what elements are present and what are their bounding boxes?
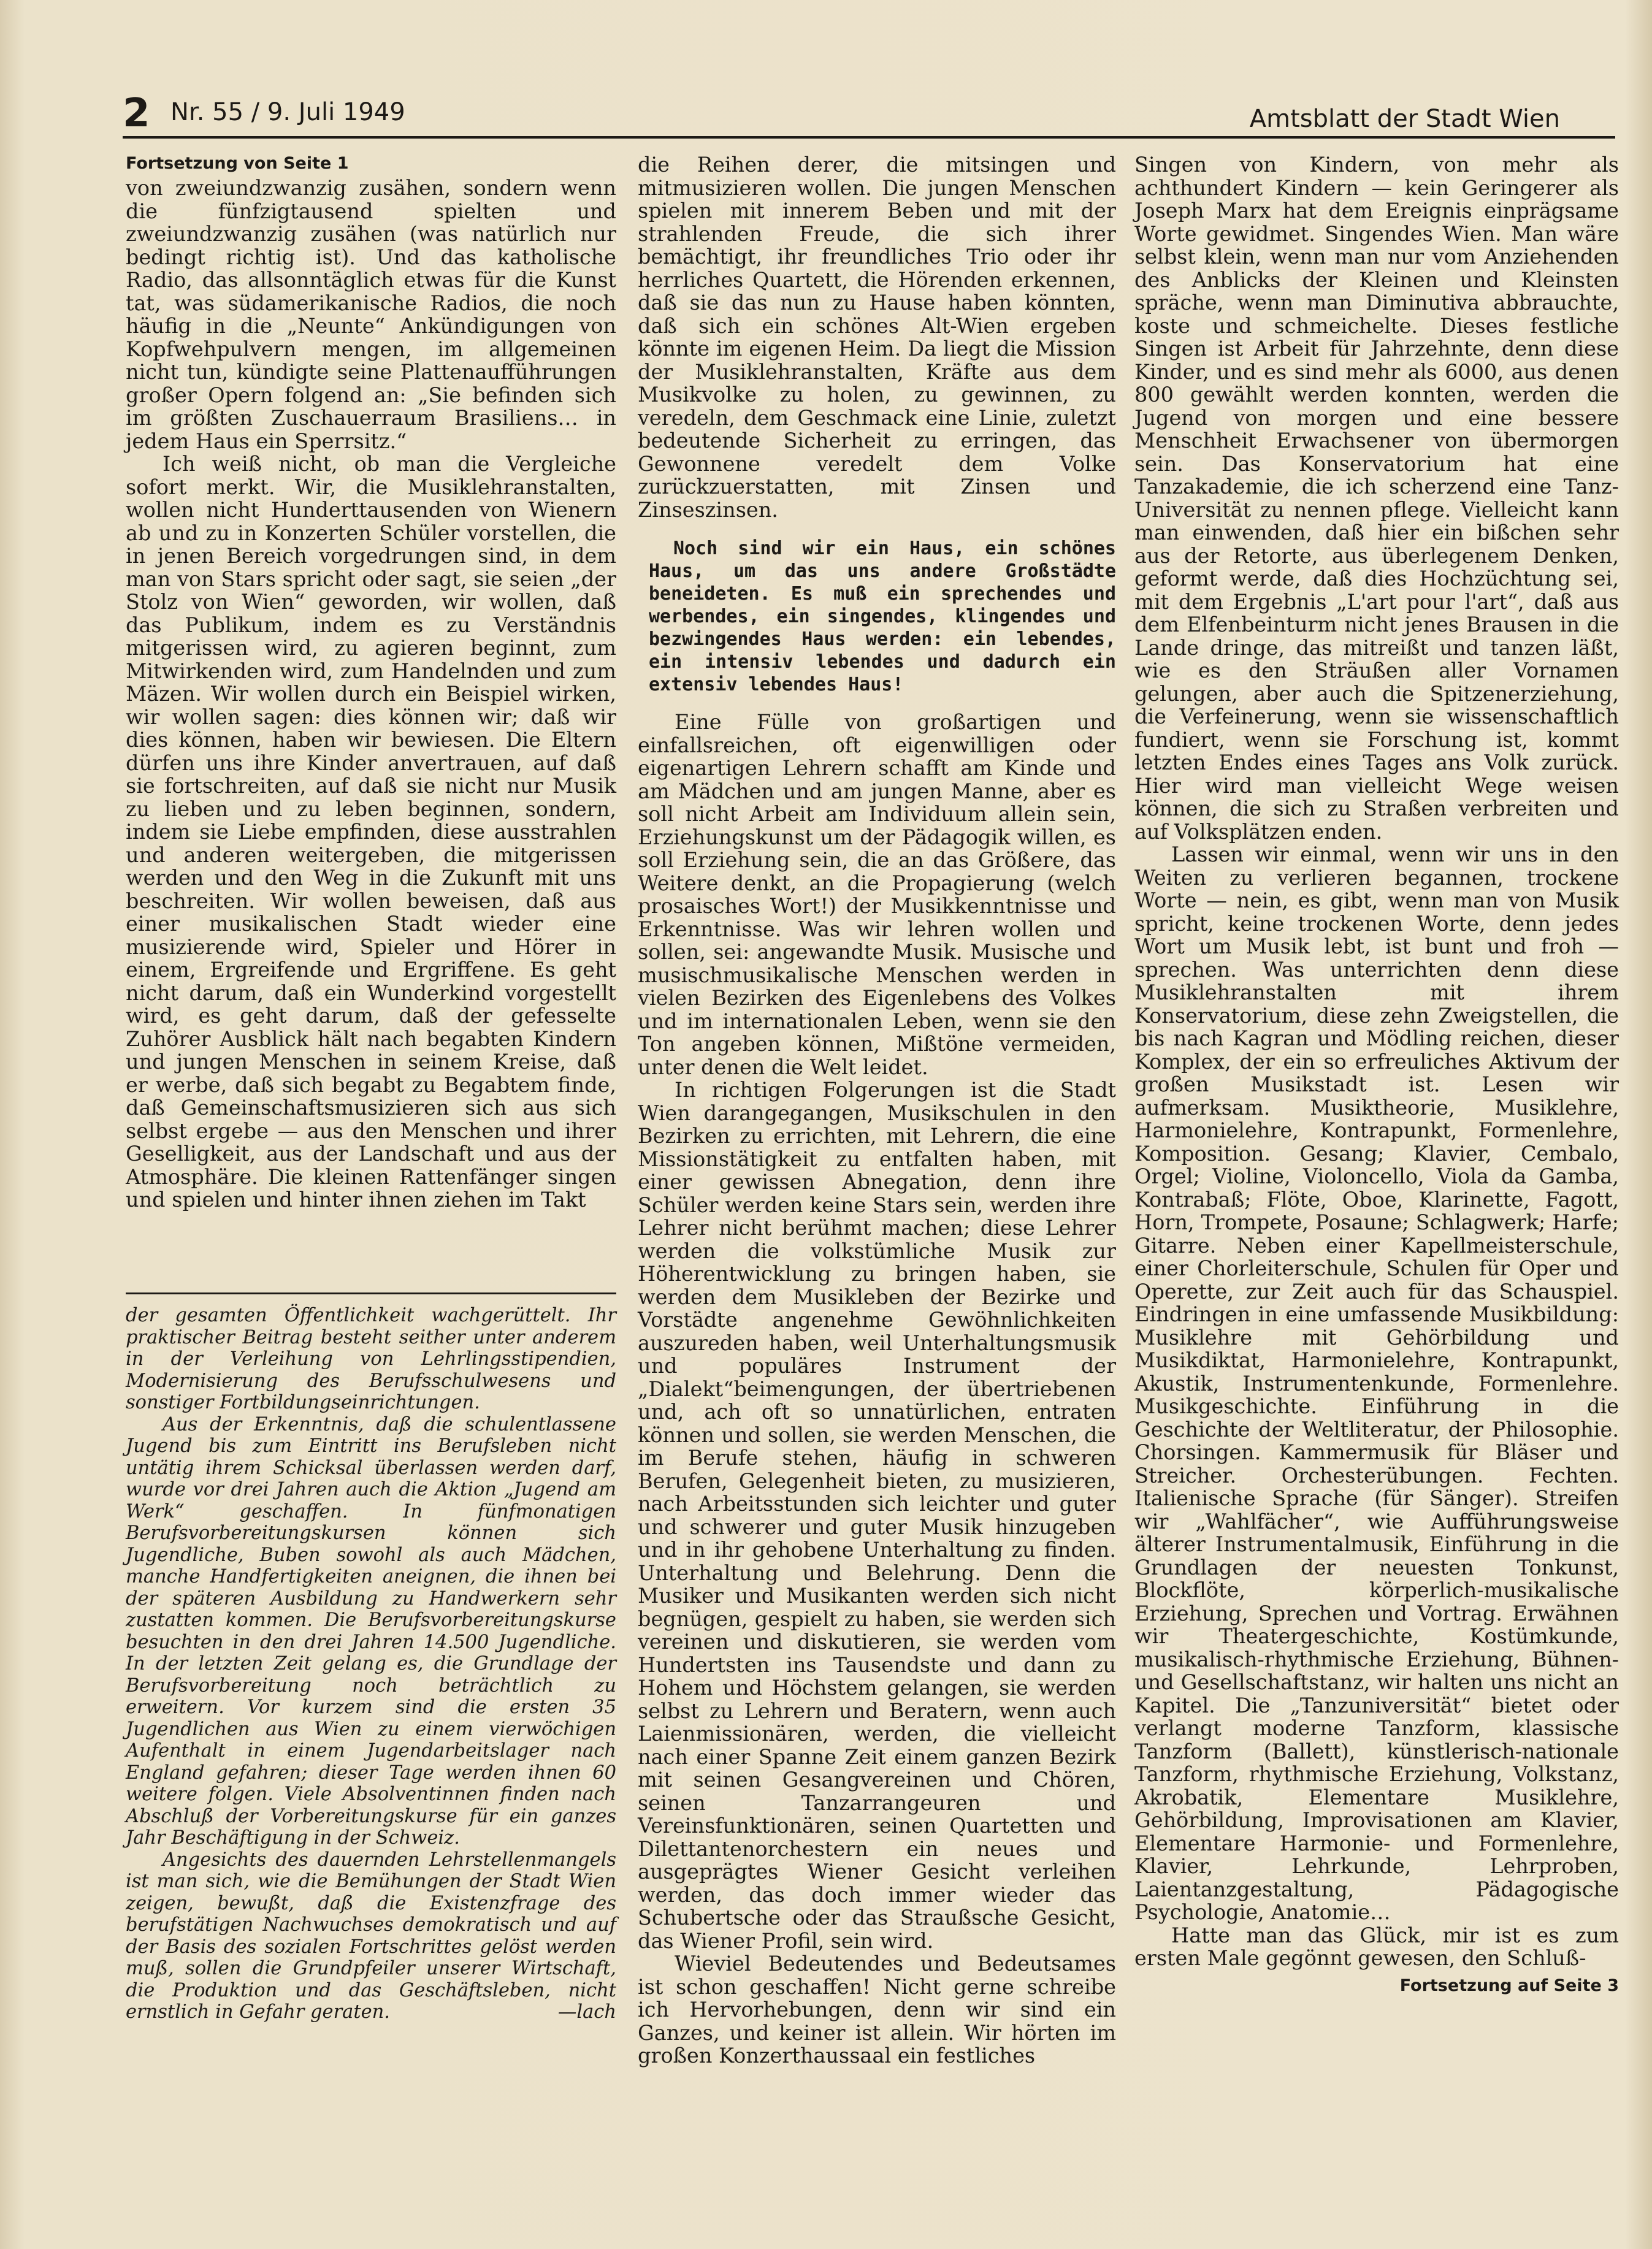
paragraph: Singen von Kindern, von mehr als achthundert Kindern — kein Geringerer als Joseph Marx hat dem Ereignis einprägsame Worte gewidmet. Singendes Wien. Man wäre selbst klein, wenn man nur vom Anziehenden des Anblicks der Kleinen und Kleinsten spräche, wenn man Diminutiva abbrauchte, koste und schmeichelte. Dieses festliche Singen ist Arbeit für Jahrzehnte, denn diese Kinder, und es sind mehr als 6000, aus denen 800 gewählt werden konnten, werden die Jugend von morgen und eine bessere Menschheit Erwachsener von übermorgen sein. Das Konservatorium hat eine Tanzakademie, die ich scherzend eine Tanz-Universität zu nennen pflege. Vielleicht kann man einwenden, daß hier ein bißchen sehr aus der Retorte, aus überlegenem Denken, geformt werde, daß dies Hochzüchtung sei, mit dem Ergebnis „L'art pour l'art“, daß aus dem Elfenbeinturm nicht jenes Brausen in die Lande dringe, das mitreißt und tanzen läßt, wie es den Sträußen aller Vornamen gelungen, aber auch die Spitzenerziehung, die Verfeinerung, wenn sie wissenschaftlich fundiert, wenn sie Forschung ist, kommt letzten Endes eines Tages ans Volk zurück. Hier wird man vielleicht Wege weisen können, die sich zu Straßen verbreiten und auf Volksplätzen enden. (1134, 153, 1619, 844)
continued-from: Fortsetzung von Seite 1 (126, 154, 349, 173)
header-rule (123, 136, 1615, 139)
author-signature: —lach (557, 2001, 616, 2023)
italic-article (126, 1305, 616, 2023)
column-3 (1134, 153, 1619, 1998)
highlight-text: Noch sind wir ein Haus, ein schönes Haus, um das uns andere Großstädte beneideten. Es muß ein sprechendes und werbendes, ein singendes, klingendes und bezwingendes Haus werden: ein lebendes, ein intensiv lebendes und dadurch ein extensiv lebendes Haus! (649, 538, 1116, 695)
paragraph: die Reihen derer, die mitsingen und mitmusizieren wollen. Die jungen Menschen spielen mit innerem Beben und mit der strahlenden Freude, die sich ihrer bemächtigt, ihr freundliches Trio oder ihr herrliches Quartett, die Hörenden erkennen, daß sie das nun zu Hause haben könnten, daß sich ein schönes Alt-Wien ergeben könnte im eigenen Heim. Da liegt die Mission der Musiklehranstalten, Kräfte aus dem Musikvolke zu holen, zu gewinnen, zu veredeln, dem Geschmack eine Linie, zuletzt bedeutende Sicherheit zu erringen, das Gewonnene veredelt dem Volke zurückzuerstatten, mit Zinsen und Zinseszinsen. (638, 153, 1116, 522)
page-header (123, 86, 1615, 141)
column-1 (126, 153, 616, 1212)
continued-on: Fortsetzung auf Seite 3 (1399, 1976, 1619, 1995)
paragraph: Wieviel Bedeutendes und Bedeutsames ist schon geschaffen! Nicht gerne schreibe ich Hervorhebungen, denn wir sind ein Ganzes, und keiner ist allein. Wir hörten im großen Konzerthaussaal ein festliches (638, 1952, 1116, 2068)
paragraph: Eine Fülle von großartigen und einfallsreichen, oft eigenwilligen oder eigenartigen Lehrern schafft am Kinde und am Mädchen und am jungen Manne, aber es soll nicht Arbeit am Individuum allein sein, Erziehungskunst um der Pädagogik willen, es soll Erziehung sein, die an das Größere, das Weitere denkt, an die Propagierung (welch prosaisches Wort!) der Musikkenntnisse und Erkenntnisse. Was wir lehren wollen und sollen, sei: angewandte Musik. Musische und musischmusikalische Menschen werden in vielen Bezirken des Eigenlebens des Volkes und im internationalen Leben, wenn sie den Ton angeben können, Mißtöne vermeiden, unter denen die Welt leidet. (638, 710, 1116, 1079)
issue-line: Nr. 55 / 9. Juli 1949 (170, 98, 405, 126)
masthead: Amtsblatt der Stadt Wien (1249, 105, 1560, 133)
paragraph: In richtigen Folgerungen ist die Stadt Wien darangegangen, Musikschulen in den Bezirken zu errichten, mit Lehrern, die eine Missionstätigkeit zu entfalten haben, mit einer gewissen Abnegation, denn ihre Schüler werden keine Stars sein, werden ihre Lehrer nicht berühmt machen; diese Lehrer werden die volkstümliche Musik zur Höherentwicklung zu bringen haben, sie werden dem Musikleben der Bezirke und Vorstädte angenehme Gewöhnlichkeiten auszureden haben, weil Unterhaltungsmusik und populäres Instrument der „Dialekt“beimengungen, der übertriebenen und, ach oft so unnatürlichen, entraten können und sollen, sie werden Menschen, die im Berufe stehen, häufig in schweren Berufen, Gelegenheit bieten, zu musizieren, nach Arbeitsstunden sich leichter und guter und schwerer und guter Musik hinzugeben und in ihr gehobene Unterhaltung zu finden. Unterhaltung und Belehrung. Denn die Musiker und Musikanten werden sich nicht begnügen, gespielt zu haben, sie werden sich vereinen und diskutieren, sie werden vom Hundertsten ins Tausendste und dann zu Hohem und Höchstem gelangen, sie werden selbst zu Lehrern und Beratern, wenn auch Laienmissionären, werden, die vielleicht nach einer Spanne Zeit einem ganzen Bezirk mit seinen Gesangvereinen und Chören, seinen Tanzarrangeuren und Vereinsfunktionären, seinen Quartetten und Dilettantenorchestern ein neues und ausgeprägtes Wiener Gesicht verleihen werden, das doch immer wieder das Schubertsche oder das Straußsche Gesicht, das Wiener Profil, sein wird. (638, 1078, 1116, 1953)
paragraph-text: Angesichts des dauernden Lehrstellenmangels ist man sich, wie die Bemühungen der Stadt Wien zeigen, bewußt, daß die Existenzfrage des berufstätigen Nachwuchses demokratisch und auf der Basis des sozialen Fortschrittes gelöst werden muß, sollen die Grundpfeiler unserer Wirtschaft, die Produktion und das Geschäftsleben, nicht ernstlich in Gefahr geraten. (126, 1849, 616, 2023)
page-number: 2 (123, 91, 150, 136)
column-2 (638, 153, 1116, 2068)
paragraph: von zweiundzwanzig zusähen, sondern wenn die fünfzigtausend spielten und zweiundzwanzig zusähen (was natürlich nur bedingt richtig ist). Und das katholische Radio, das allsonntäglich etwas für die Kunst tat, was südamerikanische Radios, die noch häufig in die „Neunte“ Ankündigungen von Kopfwehpulvern mengen, im allgemeinen nicht tun, kündigte seine Plattenaufführungen großer Opern folgend an: „Sie befinden sich im größten Zuschauerraum Brasiliens… in jedem Haus ein Sperrsitz.“ (126, 176, 616, 453)
highlight-box (638, 537, 1116, 696)
paragraph: der gesamten Öffentlichkeit wachgerüttelt. Ihr praktischer Beitrag besteht seither unter anderem in der Verleihung von Lehrlingsstipendien, Modernisierung des Berufsschulwesens und sonstiger Fortbildungseinrichtungen. (126, 1305, 616, 1413)
paragraph: Hatte man das Glück, mir ist es zum ersten Male gegönnt gewesen, den Schluß- (1134, 1923, 1619, 1970)
paragraph: Lassen wir einmal, wenn wir uns in den Weiten zu verlieren begannen, trockene Worte — nein, es gibt, wenn man von Musik spricht, keine trockenen Worte, denn jedes Wort um Musik lebt, ist bunt und froh — sprechen. Was unterrichten denn diese Musiklehranstalten mit ihrem Konservatorium, diese zehn Zweigstellen, die bis nach Kagran und Mödling reichen, dieser Komplex, der ein so erfreuliches Aktivum der großen Musikstadt ist. Lesen wir aufmerksam. Musiktheorie, Musiklehre, Harmonielehre, Kontrapunkt, Formenlehre, Komposition. Gesang; Klavier, Cembalo, Orgel; Violine, Violoncello, Viola da Gamba, Kontrabaß; Flöte, Oboe, Klarinette, Fagott, Horn, Trompete, Posaune; Schlagwerk; Harfe; Gitarre. Neben einer Kapellmeisterschule, einer Chorleiterschule, Schulen für Oper und Operette, zur Zeit auch für das Schauspiel. Eindringen in eine umfassende Musikbildung: Musiklehre mit Gehörbildung und Musikdiktat, Harmonielehre, Kontrapunkt, Akustik, Instrumentenkunde, Formenlehre. Musikgeschichte. Einführung in die Geschichte der Weltliteratur, der Philosophie. Chorsingen. Kammermusik für Bläser und Streicher. Orchesterübungen. Fechten. Italienische Sprache (für Sänger). Streifen wir „Wahlfächer“, wie Aufführungsweise älterer Instrumentalmusik, Einführung in die Grundlagen der neuesten Tonkunst, Blockflöte, körperlich-musikalische Erziehung, Sprechen und Vortrag. Erwähnen wir Theatergeschichte, Kostümkunde, musikalisch-rhythmische Erziehung, Bühnen- und Gesellschaftstanz, wir halten uns nicht an Kapitel. Die „Tanzuniversität“ bietet oder verlangt moderne Tanzform, klassische Tanzform (Ballett), künstlerisch-nationale Tanzform, rhythmische Erziehung, Volkstanz, Akrobatik, Elementare Musiklehre, Gehörbildung, Improvisationen am Klavier, Elementare Harmonie- und Formenlehre, Klavier, Lehrkunde, Lehrproben, Laientanzgestaltung, Pädagogische Psychologie, Anatomie… (1134, 842, 1619, 1924)
paragraph: Aus der Erkenntnis, daß die schulentlassene Jugend bis zum Eintritt ins Berufsleben nicht untätig ihrem Schicksal überlassen werden darf, wurde vor drei Jahren auch die Aktion „Jugend am Werk“ geschaffen. In fünfmonatigen Berufsvorbereitungskursen können sich Jugendliche, Buben sowohl als auch Mädchen, manche Handfertigkeiten aneignen, die ihnen bei der späteren Ausbildung zu Handwerkern sehr zustatten kommen. Die Berufsvorbereitungskurse besuchten in den drei Jahren 14.500 Jugendliche. In der letzten Zeit gelang es, die Grundlage der Berufsvorbereitung noch beträchtlich zu erweitern. Vor kurzem sind die ersten 35 Jugendlichen aus Wien zu einem vierwöchigen Aufenthalt in einem Jugendarbeitslager nach England gefahren; dieser Tage werden ihnen 60 weitere folgen. Viele Absolventinnen finden nach Abschluß der Vorbereitungskurse für ein ganzes Jahr Beschäftigung in der Schweiz. (126, 1413, 616, 1849)
paragraph: Ich weiß nicht, ob man die Vergleiche sofort merkt. Wir, die Musiklehranstalten, wollen nicht Hunderttausenden von Wienern ab und zu in Konzerten Schüler vorstellen, die in jenen Bereich vorgedrungen sind, in dem man von Stars spricht oder sagt, sie seien „der Stolz von Wien“ geworden, wir wollen, daß das Publikum, indem es zu Verständnis mitgerissen wird, zu agieren beginnt, zum Mitwirkenden wird, zum Handelnden und zum Mäzen. Wir wollen durch ein Beispiel wirken, wir wollen sagen: dies können wir; daß wir dies können, haben wir bewiesen. Die Eltern dürfen uns ihre Kinder anvertrauen, auf daß sie fortschreiten, auf daß sie nicht nur Musik zu lieben und zu leben beginnen, sondern, indem sie Liebe empfinden, diese ausstrahlen und anderen weitergeben, die mitgerissen werden und den Weg in die Zukunft mit uns beschreiten. Wir wollen beweisen, daß aus einer musikalischen Stadt wieder eine musizierende wird, Spieler und Hörer in einem, Ergreifende und Ergriffene. Es geht nicht darum, daß ein Wunderkind vorgestellt wird, es geht darum, daß der gefesselte Zuhörer Ausblick hält nach begabten Kindern und jungen Menschen in seinem Kreise, daß er werbe, daß sich begabt zu Begabtem finde, daß Gemeinschaftsmusizieren sich aus sich selbst ergebe — aus den Menschen und ihrer Geselligkeit, aus der Landschaft und aus der Atmosphäre. Die kleinen Rattenfänger singen und spielen und hinter ihnen ziehen im Takt (126, 452, 616, 1212)
paragraph (126, 1849, 616, 2023)
article-divider (126, 1293, 616, 1294)
